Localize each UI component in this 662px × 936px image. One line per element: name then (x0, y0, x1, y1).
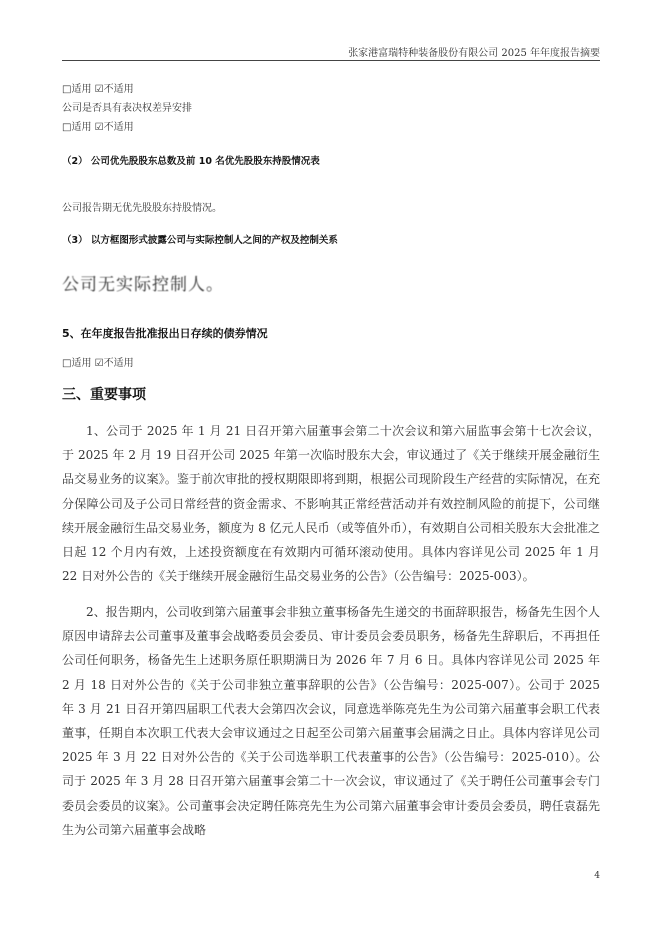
voting-rights-question: 公司是否具有表决权差异安排 (62, 103, 192, 114)
section-3-heading: 三、重要事项 (62, 387, 146, 403)
applicable-checkbox-line: □适用 ☑不适用 (62, 358, 134, 369)
applicable-checkbox-line: □适用 ☑不适用 (62, 122, 134, 133)
page-number: 4 (594, 871, 600, 881)
paragraph-1: 1、公司于 2025 年 1 月 21 日召开第六届董事会第二十次会议和第六届监事会第十七次会议，于 2025 年 2 月 19 日召开公司 2025 年第一次临时股东大会，审议通过了《关于继续开展金融衍生品交易业务的议案》。鉴于前次审批的授权期限即将到期，根据公司现阶段生产经营的实际情况，在充分保障公司及子公司日常经营的资金需求、不影响其正常经营活动并有效控制风险的前提下，公司继续开展金融衍生品交易业务，额度为 8 亿元人民币（或等值外币），有效期自公司相关股东大会批准之日起 12 个月内有效，上述投资额度在有效期内可循环滚动使用。具体内容详见公司 2025 年 1 月 22 日对外公告的《关于继续开展金融衍生品交易业务的公告》（公告编号：2025-003）。 (62, 424, 600, 584)
section-5-heading: 5、在年度报告批准报出日存续的债券情况 (62, 327, 268, 340)
no-controller-statement: 公司无实际控制人。 (62, 275, 224, 295)
preferred-shareholder-statement: 公司报告期无优先股股东持股情况。 (62, 203, 222, 214)
paragraph-2: 2、报告期内，公司收到第六届董事会非独立董事杨备先生递交的书面辞职报告，杨备先生因个人原因申请辞去公司董事及董事会战略委员会委员、审计委员会委员职务，杨备先生辞职后，不再担任公司任何职务，杨备先生上述职务原任职期满日为 2026 年 7 月 6 日。具体内容详见公司 2025 年 2 月 18 日对外公告的《关于公司非独立董事辞职的公告》（公告编号：2025-007）。公司于 2025 年 3 月 21 日召开第四届职工代表大会第四次会议，同意选举陈亮先生为公司第六届董事会职工代表董事，任期自本次职工代表大会审议通过之日起至公司第六届董事会届满之日止。具体内容详见公司 2025 年 3 月 22 日对外公告的《关于公司选举职工代表董事的公告》（公告编号：2025-010）。公司于 2025 年 3 月 28 日召开第六届董事会第二十一次会议，审议通过了《关于聘任公司董事会专门委员会委员的议案》。公司董事会决定聘任陈亮先生为公司第六届董事会审计委员会委员，聘任袁磊先生为公司第六届董事会战略 (62, 605, 600, 837)
header-rule (62, 60, 600, 61)
applicable-checkbox-line: □适用 ☑不适用 (62, 84, 134, 95)
page-header: 张家港富瑞特种装备股份有限公司 2025 年年度报告摘要 (348, 48, 600, 59)
subsection-heading-3: （3） 以方框图形式披露公司与实际控制人之间的产权及控制关系 (62, 235, 338, 246)
subsection-heading-2: （2） 公司优先股股东总数及前 10 名优先股股东持股情况表 (62, 156, 320, 167)
